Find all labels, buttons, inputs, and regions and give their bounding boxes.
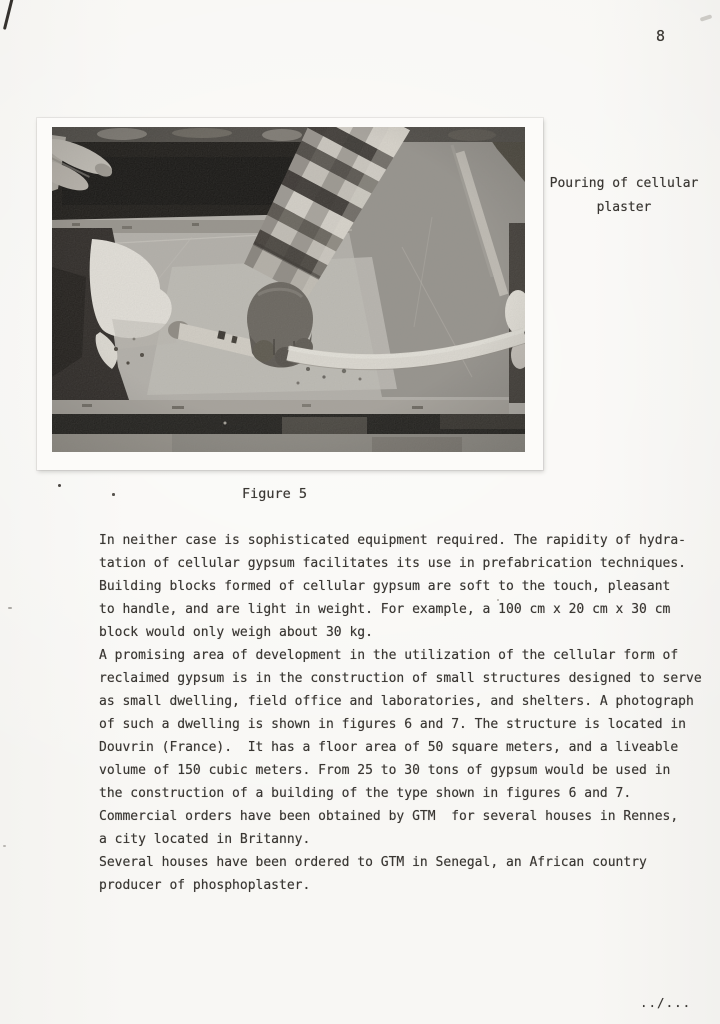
- figure-label: Figure 5: [242, 486, 308, 502]
- body-line: Douvrin (France). It has a floor area of 50 square meters, and a liveable: [99, 740, 679, 755]
- body-line: Several houses have been ordered to GTM in Senegal, an African country: [99, 855, 647, 870]
- body-line: of such a dwelling is shown in figures 6 and 7. The structure is located in: [99, 717, 686, 732]
- continuation-mark: ../...: [640, 995, 692, 1010]
- body-line: the construction of a building of the type shown in figures 6 and 7.: [99, 786, 632, 801]
- scan-artifact: [8, 607, 12, 609]
- body-line: In neither case is sophisticated equipment required. The rapidity of hydra-: [99, 533, 686, 548]
- body-line: reclaimed gypsum is in the construction of small structures designed to serve: [99, 671, 702, 686]
- body-line: Commercial orders have been obtained by GTM for several houses in Rennes,: [99, 809, 679, 824]
- body-line: to handle, and are light in weight. For example, a 100 cm x 20 cm x 30 cm: [99, 602, 671, 617]
- body-line: volume of 150 cubic meters. From 25 to 30 tons of gypsum would be used in: [99, 763, 671, 778]
- body-line: producer of phosphoplaster.: [99, 878, 311, 893]
- caption-line: Pouring of cellular: [549, 176, 699, 191]
- body-line: Building blocks formed of cellular gypsum are soft to the touch, pleasant: [99, 579, 671, 594]
- body-line: tation of cellular gypsum facilitates its use in prefabrication techniques.: [99, 556, 686, 571]
- page-number: 8: [656, 27, 666, 45]
- caption-line: plaster: [596, 199, 652, 215]
- figure5-photo-print: [37, 118, 543, 470]
- body-line: a city located in Britanny.: [99, 832, 311, 847]
- photo-side-caption: [540, 172, 708, 219]
- scan-artifact: [3, 0, 14, 30]
- scan-artifact: [112, 493, 115, 496]
- body-line: as small dwelling, field office and laboratories, and shelters. A photograph: [99, 694, 694, 709]
- scan-artifact: [700, 14, 713, 22]
- body-text: [99, 529, 711, 897]
- plaster-pouring-photo: [52, 127, 525, 452]
- body-line: block would only weigh about 30 kg.: [99, 625, 373, 640]
- scan-artifact: [3, 845, 6, 847]
- body-line: A promising area of development in the utilization of the cellular form of: [99, 648, 679, 663]
- scan-artifact: [58, 484, 61, 487]
